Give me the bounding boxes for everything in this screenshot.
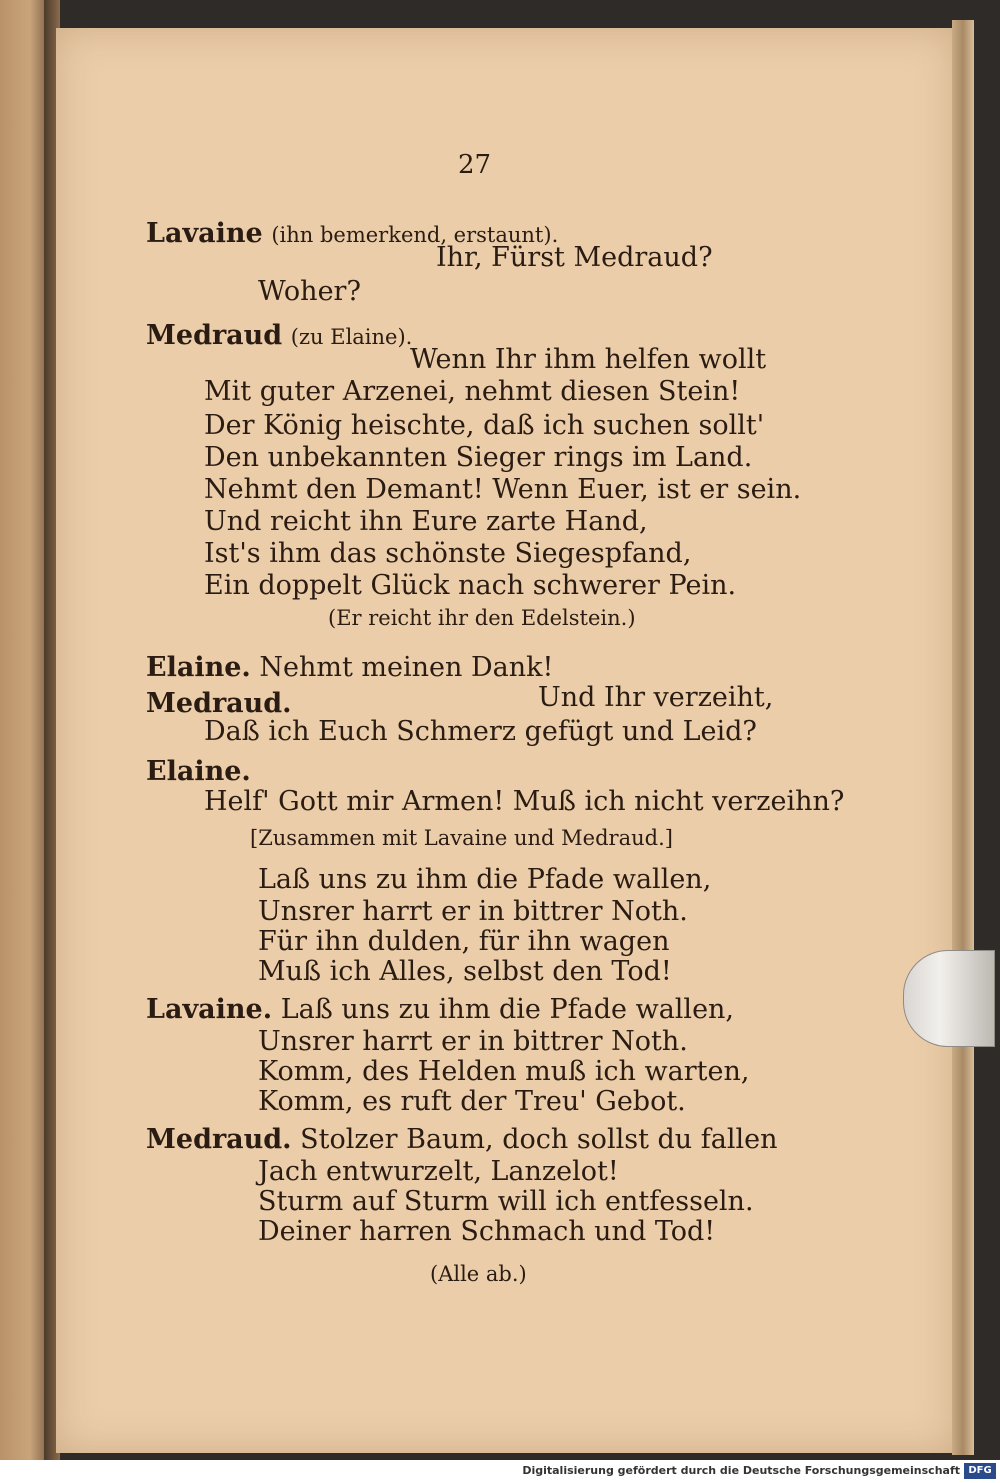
verse-line: Sturm auf Sturm will ich entfesseln. <box>258 1186 754 1217</box>
verse-line: Und reicht ihn Eure zarte Hand, <box>204 506 648 537</box>
speaker-name: Elaine. <box>146 756 251 787</box>
verse-line: Unsrer harrt er in bittrer Noth. <box>258 896 688 927</box>
verse-line: Muß ich Alles, selbst den Tod! <box>258 956 672 987</box>
stage-direction: (Alle ab.) <box>430 1262 527 1286</box>
verse-line: Und Ihr verzeiht, <box>538 682 774 713</box>
line-medraud-intro <box>146 322 412 349</box>
verse-line: Wenn Ihr ihm helfen wollt <box>410 344 767 375</box>
verse-line: Helf' Gott mir Armen! Muß ich nicht verzeihn? <box>204 786 845 817</box>
verse-line: Ist's ihm das schönste Siegespfand, <box>204 538 692 569</box>
page-clip <box>903 950 995 1047</box>
verse-line: Ein doppelt Glück nach schwerer Pein. <box>204 570 737 601</box>
verse-line: Woher? <box>258 276 361 307</box>
verse-line: Laß uns zu ihm die Pfade wallen, <box>258 864 712 895</box>
dfg-logo-icon: DFG <box>964 1463 996 1479</box>
speaker-name: Medraud <box>146 320 283 351</box>
right-page-edge <box>952 20 974 1455</box>
page-number: 27 <box>458 150 492 180</box>
verse-line: Nehmt den Demant! Wenn Euer, ist er sein. <box>204 474 802 505</box>
stage-direction: (Er reicht ihr den Edelstein.) <box>328 606 636 630</box>
verse-line: Den unbekannten Sieger rings im Land. <box>204 442 753 473</box>
left-page-edge <box>0 0 50 1460</box>
stage-direction: (zu Elaine). <box>290 325 413 349</box>
speaker-name: Medraud. <box>146 1124 292 1155</box>
funding-credit: Digitalisierung gefördert durch die Deutsche Forschungsgemeinschaft <box>522 1464 960 1477</box>
speaker-name: Elaine. <box>146 652 251 683</box>
verse-line: Der König heischte, daß ich suchen sollt' <box>204 410 765 441</box>
verse-line: Ihr, Fürst Medraud? <box>436 242 713 273</box>
speaker-name: Lavaine. <box>146 994 273 1025</box>
verse-line: Mit guter Arzenei, nehmt diesen Stein! <box>204 376 741 407</box>
verse-line: Daß ich Euch Schmerz gefügt und Leid? <box>204 716 757 747</box>
verse-line: Unsrer harrt er in bittrer Noth. <box>258 1026 688 1057</box>
verse-line: Komm, des Helden muß ich warten, <box>258 1056 750 1087</box>
stage-direction: [Zusammen mit Lavaine und Medraud.] <box>250 826 673 850</box>
verse-line: Komm, es ruft der Treu' Gebot. <box>258 1086 686 1117</box>
stage-direction: (ihn bemerkend, erstaunt). <box>271 223 559 247</box>
verse-text: Laß uns zu ihm die Pfade wallen, <box>280 994 735 1025</box>
verse-text: Nehmt meinen Dank! <box>259 652 554 683</box>
speaker-name: Medraud. <box>146 688 292 719</box>
verse-text: Stolzer Baum, doch sollst du fallen <box>300 1124 778 1155</box>
line-medraud-verse <box>146 1126 777 1153</box>
line-lavaine-verse <box>146 996 734 1023</box>
verse-line: Für ihn dulden, für ihn wagen <box>258 926 670 957</box>
verse-line: Deiner harren Schmach und Tod! <box>258 1216 716 1247</box>
speaker-name: Lavaine <box>146 218 263 249</box>
line-elaine-thanks <box>146 654 553 681</box>
verse-line: Jach entwurzelt, Lanzelot! <box>258 1156 619 1187</box>
